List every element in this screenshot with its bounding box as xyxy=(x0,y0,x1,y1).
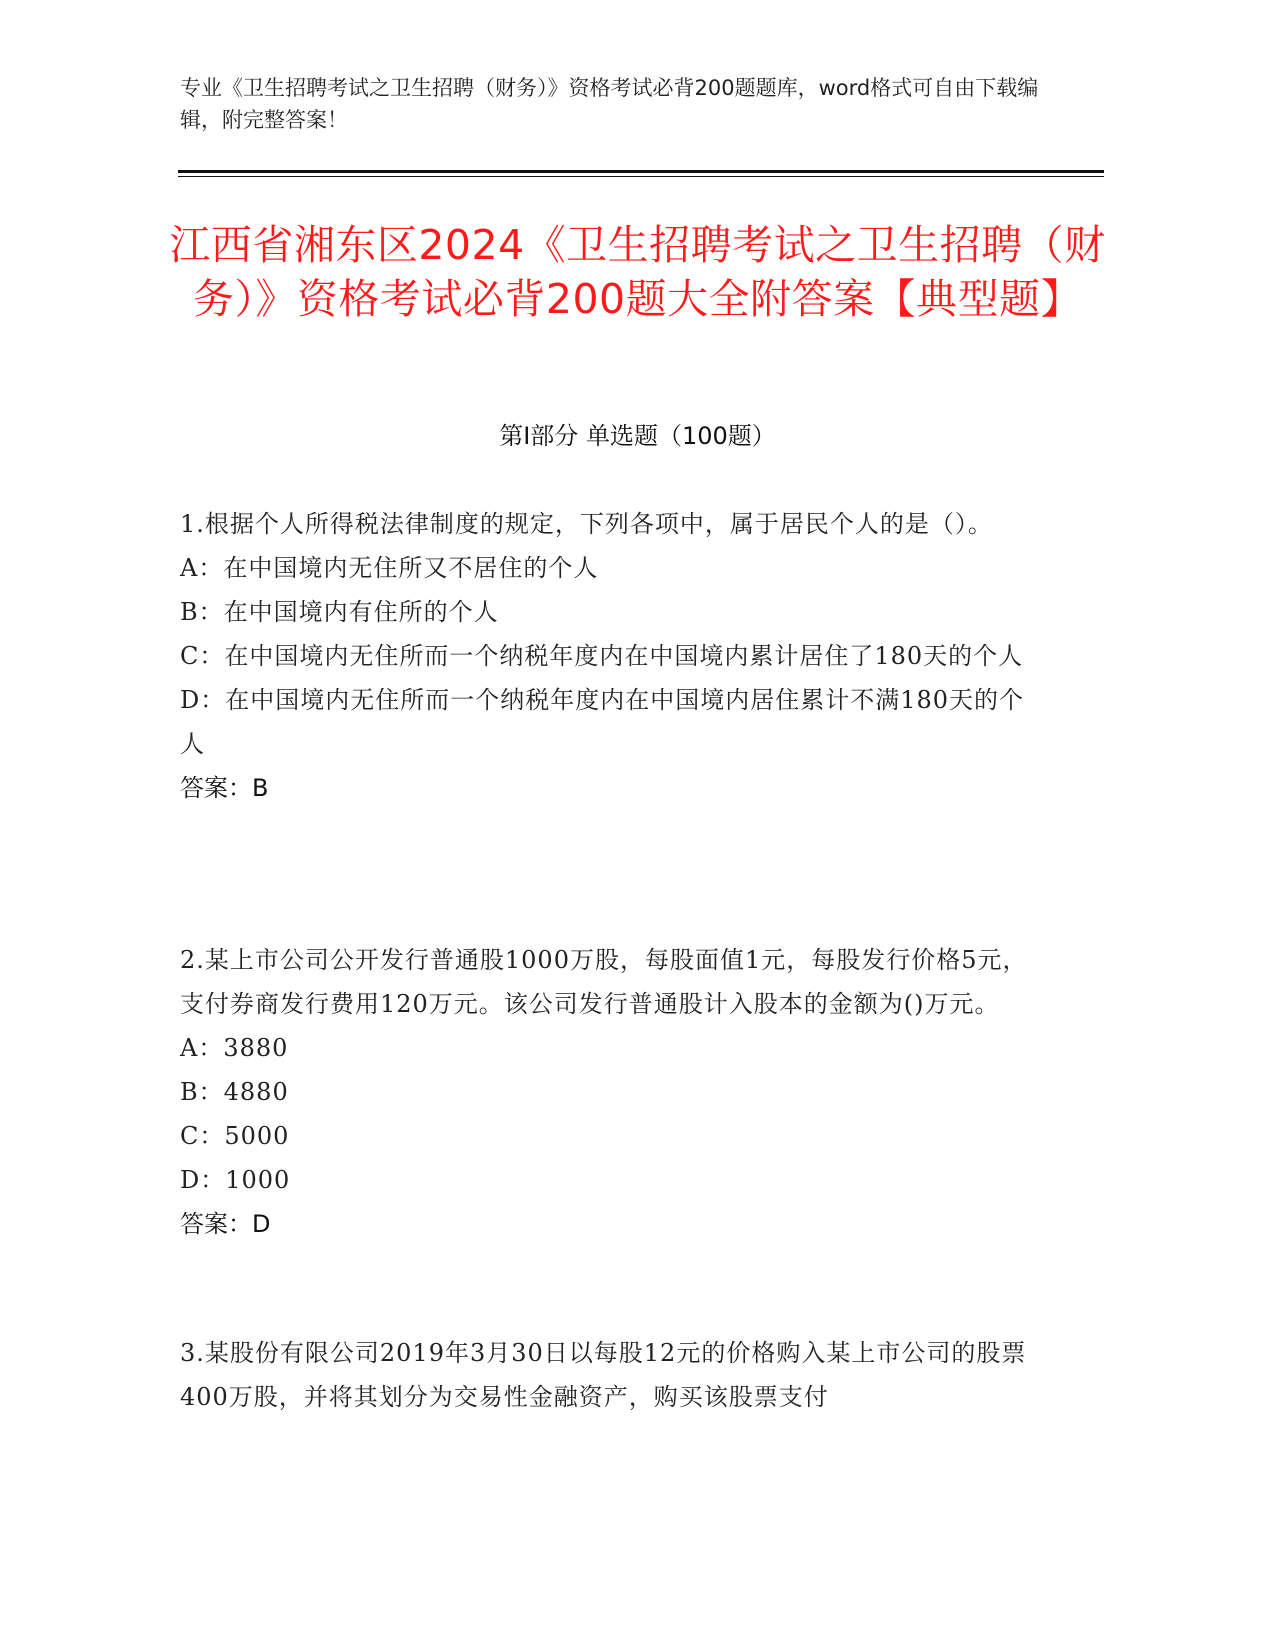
answer: 答案：B xyxy=(180,774,269,802)
question-2 xyxy=(180,938,1030,1246)
option-c: C：在中国境内无住所而一个纳税年度内在中国境内累计居住了180天的个人 xyxy=(180,642,1024,670)
header-divider-thin xyxy=(178,176,1104,177)
document-title: 江西省湘东区2024《卫生招聘考试之卫生招聘（财务）》资格考试必背200题大全附答案【典型题】 xyxy=(169,221,1106,323)
document-header: 专业《卫生招聘考试之卫生招聘（财务）》资格考试必背200题题库，word格式可自由下载编辑，附完整答案！ xyxy=(180,76,1039,132)
answer: 答案：D xyxy=(180,1210,271,1238)
option-d: D：1000 xyxy=(180,1166,291,1194)
question-stem: 3.某股份有限公司2019年3月30日以每股12元的价格购入某上市公司的股票400万股，并将其划分为交易性金融资产，购买该股票支付 xyxy=(180,1339,1027,1411)
section-heading: 第I部分 单选题（100题） xyxy=(499,422,776,450)
question-3 xyxy=(180,1331,1030,1419)
option-b: B：4880 xyxy=(180,1078,289,1106)
question-stem: 1.根据个人所得税法律制度的规定，下列各项中，属于居民个人的是（）。 xyxy=(180,510,993,538)
option-a: A：3880 xyxy=(180,1034,289,1062)
option-a: A：在中国境内无住所又不居住的个人 xyxy=(180,554,599,582)
option-c: C：5000 xyxy=(180,1122,290,1150)
question-stem: 2.某上市公司公开发行普通股1000万股，每股面值1元，每股发行价格5元，支付券商发行费用120万元。该公司发行普通股计入股本的金额为()万元。 xyxy=(180,946,1028,1018)
header-divider-thick xyxy=(178,170,1104,173)
option-b: B：在中国境内有住所的个人 xyxy=(180,598,499,626)
question-1 xyxy=(180,502,1030,810)
option-d: D：在中国境内无住所而一个纳税年度内在中国境内居住累计不满180天的个人 xyxy=(180,686,1025,758)
